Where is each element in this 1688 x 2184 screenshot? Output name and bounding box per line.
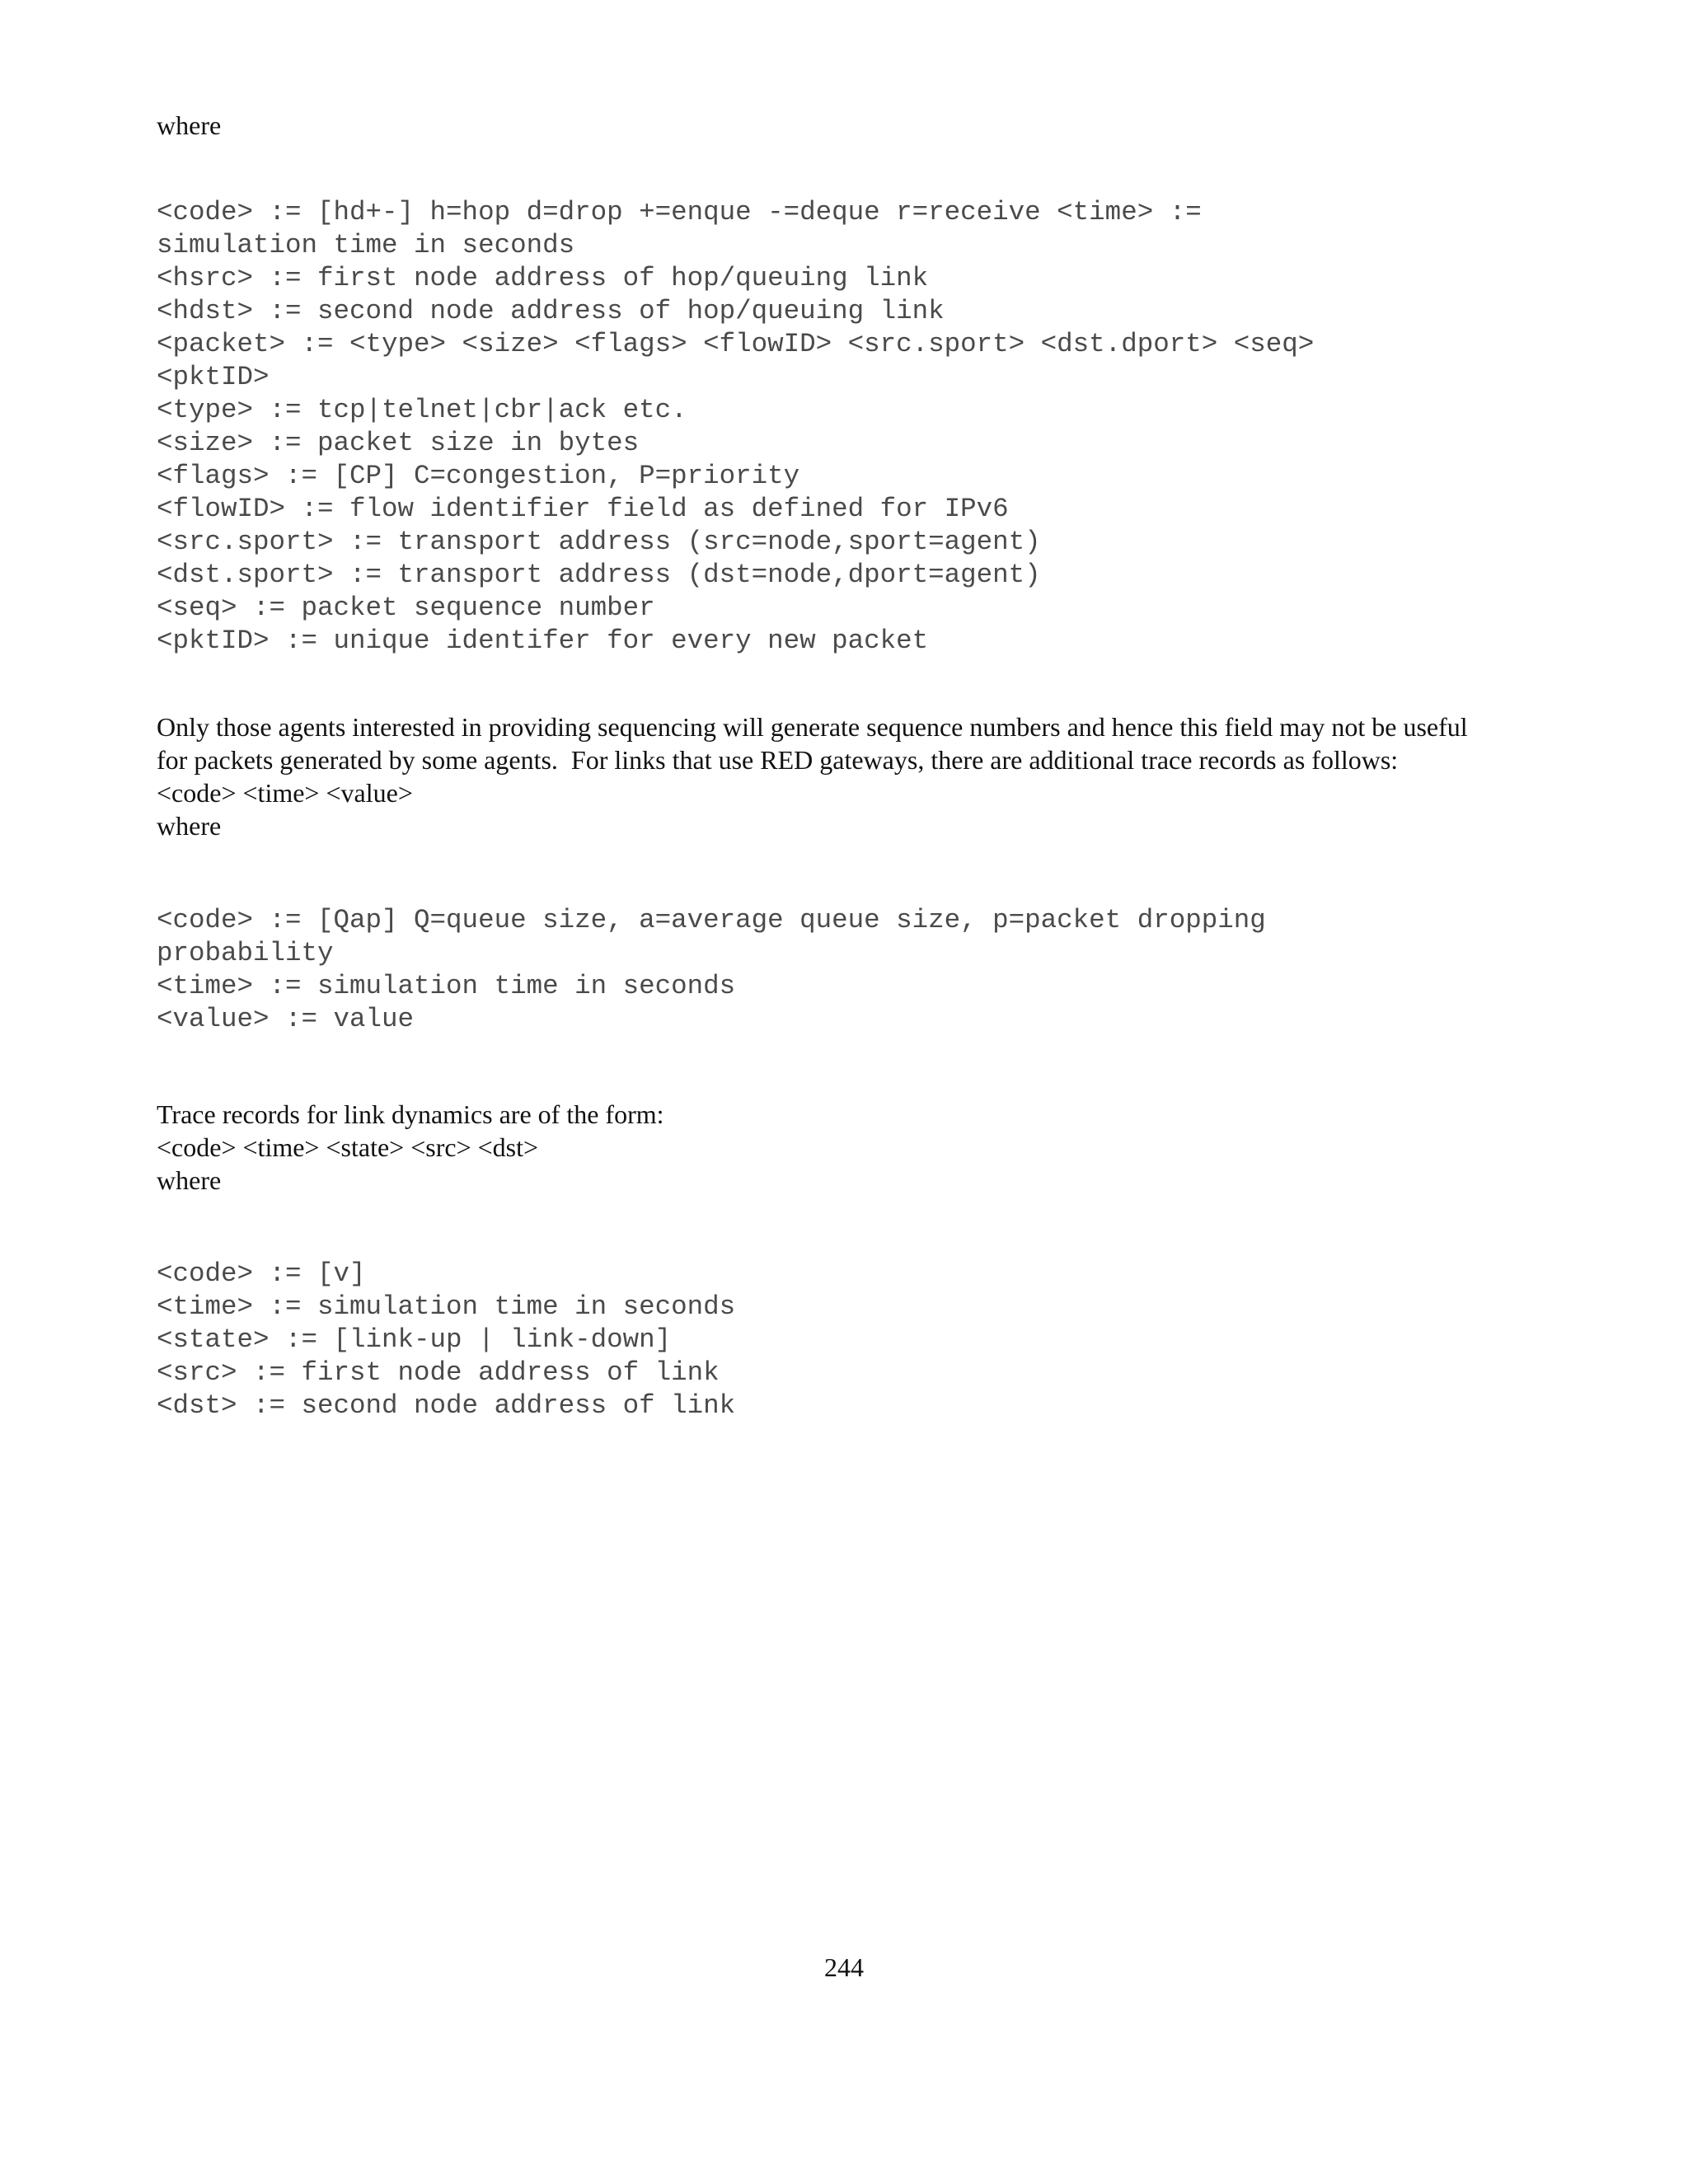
link-paragraph xyxy=(157,1098,1541,1197)
code-line: <code> := [hd+-] h=hop d=drop +=enque -=deque r=receive <time> := xyxy=(157,197,1202,227)
paragraph-line: Only those agents interested in providing sequencing will generate sequence numbers and hence this field may not be useful xyxy=(157,712,1468,742)
code-line: <hsrc> := first node address of hop/queuing link xyxy=(157,263,929,293)
code-line: <state> := [link-up | link-down] xyxy=(157,1324,672,1355)
code-line: <time> := simulation time in seconds xyxy=(157,1291,736,1322)
red-trace-fields-block xyxy=(157,904,1558,1036)
page-number: 244 xyxy=(824,1952,864,1982)
code-line: <pktID> xyxy=(157,362,270,392)
intro-where xyxy=(157,109,1541,142)
link-trace-fields-block xyxy=(157,1258,1558,1422)
code-line: <pktID> := unique identifer for every new packet xyxy=(157,626,929,656)
code-line: <hdst> := second node address of hop/queuing link xyxy=(157,296,945,326)
code-line: <flowID> := flow identifier field as defined for IPv6 xyxy=(157,494,1009,524)
paragraph-line: Trace records for link dynamics are of the form: xyxy=(157,1099,664,1129)
red-paragraph xyxy=(157,710,1541,842)
where-label: where xyxy=(157,1165,222,1195)
code-line: <code> := [Qap] Q=queue size, a=average queue size, p=packet dropping xyxy=(157,905,1266,935)
packet-trace-fields-block xyxy=(157,196,1558,658)
code-line: <size> := packet size in bytes xyxy=(157,428,640,458)
code-line: <time> := simulation time in seconds xyxy=(157,971,736,1001)
where-label: where xyxy=(157,811,222,841)
link-format-line: <code> <time> <state> <src> <dst> xyxy=(157,1132,539,1162)
code-line: <src.sport> := transport address (src=node,sport=agent) xyxy=(157,527,1041,557)
code-line: <value> := value xyxy=(157,1004,415,1034)
code-line: <dst> := second node address of link xyxy=(157,1390,736,1421)
code-line: probability xyxy=(157,938,334,968)
where-label: where xyxy=(157,110,222,140)
red-format-line: <code> <time> <value> xyxy=(157,778,413,808)
code-line: <src> := first node address of link xyxy=(157,1357,720,1388)
code-line: <code> := [v] xyxy=(157,1258,366,1289)
code-line: <seq> := packet sequence number xyxy=(157,593,655,623)
code-line: <dst.sport> := transport address (dst=node,dport=agent) xyxy=(157,560,1041,590)
code-line: <flags> := [CP] C=congestion, P=priority xyxy=(157,461,800,491)
code-line: simulation time in seconds xyxy=(157,230,575,260)
code-line: <packet> := <type> <size> <flags> <flowID> <src.sport> <dst.dport> <seq> xyxy=(157,329,1315,359)
code-line: <type> := tcp|telnet|cbr|ack etc. xyxy=(157,395,687,425)
paragraph-line: for packets generated by some agents. For links that use RED gateways, there are additional trace records as follows: xyxy=(157,745,1399,775)
